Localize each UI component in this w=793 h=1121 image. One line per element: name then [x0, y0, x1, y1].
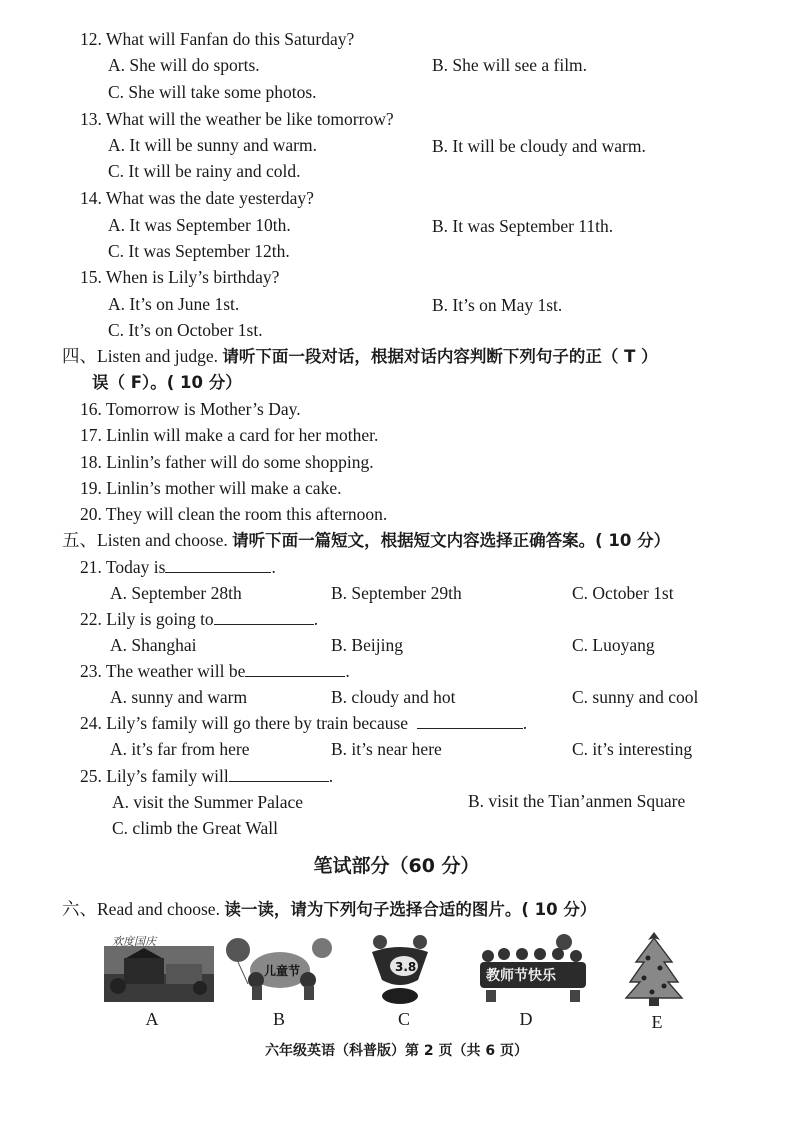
answer-blank[interactable]: [165, 556, 271, 573]
picture-b-caption: 儿童节: [264, 964, 301, 978]
question-21: [80, 556, 276, 578]
q14-option-c: C. It was September 12th.: [108, 241, 290, 261]
question-12: 12. What will Fanfan do this Saturday?: [80, 29, 355, 49]
question-13: 13. What will the weather be like tomorrow?: [80, 109, 394, 129]
question-25-tail: .: [328, 766, 334, 786]
section-6-title: [62, 898, 596, 921]
q22-option-b: B. Beijing: [331, 635, 403, 655]
q12-option-c: C. She will take some photos.: [108, 82, 317, 102]
picture-c-womens-day[interactable]: [364, 932, 436, 1006]
picture-e-label: E: [651, 1012, 663, 1032]
question-23-tail: .: [345, 661, 350, 681]
section-6-title-cn: 读一读，请为下列句子选择合适的图片。( 10 分）: [224, 900, 597, 919]
picture-a-caption: 欢度国庆: [112, 935, 156, 948]
judge-item-20: 20. They will clean the room this afternoon.: [80, 504, 388, 524]
section-4-title: [62, 345, 658, 368]
picture-c-caption: 3.8: [395, 960, 417, 974]
question-25-text: 25. Lily’s family will: [80, 766, 229, 786]
question-23: [80, 660, 350, 682]
answer-blank[interactable]: [417, 712, 523, 729]
question-14: 14. What was the date yesterday?: [80, 188, 314, 208]
section-4-title-en: 四、Listen and judge.: [62, 346, 219, 366]
q13-option-b: B. It will be cloudy and warm.: [432, 136, 646, 156]
picture-b-label: B: [272, 1009, 285, 1029]
q25-option-a: A. visit the Summer Palace: [112, 792, 304, 812]
section-6-title-en: 六、Read and choose.: [62, 899, 220, 919]
answer-blank[interactable]: [245, 660, 345, 677]
question-15: 15. When is Lily’s birthday?: [80, 267, 280, 287]
question-24-text: 24. Lily’s family will go there by train because: [80, 713, 409, 733]
question-25: [80, 765, 333, 787]
q15-option-c: C. It’s on October 1st.: [108, 320, 263, 340]
picture-d-teachers-day[interactable]: [478, 932, 590, 1004]
q23-option-c: C. sunny and cool: [572, 687, 699, 707]
question-23-text: 23. The weather will be: [80, 661, 246, 681]
q24-option-c: C. it’s interesting: [572, 739, 693, 759]
picture-a-national-day[interactable]: [104, 934, 214, 1004]
q21-option-c: C. October 1st: [572, 583, 674, 603]
page-footer: 六年级英语（科普版）第 2 页（共 6 页）: [265, 1043, 528, 1059]
picture-d-caption: 教师节快乐: [486, 968, 556, 984]
question-24-tail: .: [522, 713, 528, 733]
picture-b-childrens-day[interactable]: [224, 934, 334, 1004]
question-22: [80, 608, 318, 630]
picture-a-label: A: [145, 1009, 159, 1029]
q12-option-a: A. She will do sports.: [108, 55, 260, 75]
picture-e-christmas-tree[interactable]: [622, 928, 686, 1008]
judge-item-19: 19. Linlin’s mother will make a cake.: [80, 478, 342, 498]
q12-option-b: B. She will see a film.: [432, 55, 588, 75]
q14-option-a: A. It was September 10th.: [108, 215, 291, 235]
question-24: [80, 712, 527, 734]
q14-option-b: B. It was September 11th.: [432, 216, 614, 236]
q25-option-b: B. visit the Tian’anmen Square: [468, 791, 686, 811]
q23-option-b: B. cloudy and hot: [331, 687, 456, 707]
question-21-tail: .: [271, 557, 276, 577]
question-21-text: 21. Today is: [80, 557, 166, 577]
answer-blank[interactable]: [229, 765, 329, 782]
judge-item-17: 17. Linlin will make a card for her mother.: [80, 425, 379, 445]
q22-option-c: C. Luoyang: [572, 635, 655, 655]
q22-option-a: A. Shanghai: [110, 635, 197, 655]
judge-item-16: 16. Tomorrow is Mother’s Day.: [80, 399, 301, 419]
q24-option-b: B. it’s near here: [331, 739, 442, 759]
q13-option-a: A. It will be sunny and warm.: [108, 135, 317, 155]
section-5-title: [62, 529, 670, 552]
written-part-title: 笔试部分（60 分）: [313, 855, 480, 877]
question-22-text: 22. Lily is going to: [80, 609, 214, 629]
q15-option-a: A. It’s on June 1st.: [108, 294, 240, 314]
section-5-title-cn: 请听下面一篇短文，根据短文内容选择正确答案。( 10 分）: [232, 531, 671, 550]
q21-option-a: A. September 28th: [110, 583, 242, 603]
picture-d-label: D: [519, 1009, 533, 1029]
answer-blank[interactable]: [214, 608, 314, 625]
section-4-title-cn: 请听下面一段对话，根据对话内容判断下列句子的正（ T ）: [222, 347, 658, 366]
picture-c-label: C: [397, 1009, 410, 1029]
section-4-title-cn-line2: 误（ F）。( 10 分）: [92, 373, 242, 392]
q24-option-a: A. it’s far from here: [110, 739, 250, 759]
q25-option-c: C. climb the Great Wall: [112, 818, 278, 838]
question-22-tail: .: [313, 609, 319, 629]
q21-option-b: B. September 29th: [331, 583, 462, 603]
q13-option-c: C. It will be rainy and cold.: [108, 161, 301, 181]
q15-option-b: B. It’s on May 1st.: [432, 295, 563, 315]
q23-option-a: A. sunny and warm: [110, 687, 248, 707]
section-5-title-en: 五、Listen and choose.: [62, 530, 228, 550]
judge-item-18: 18. Linlin’s father will do some shopping.: [80, 452, 374, 472]
